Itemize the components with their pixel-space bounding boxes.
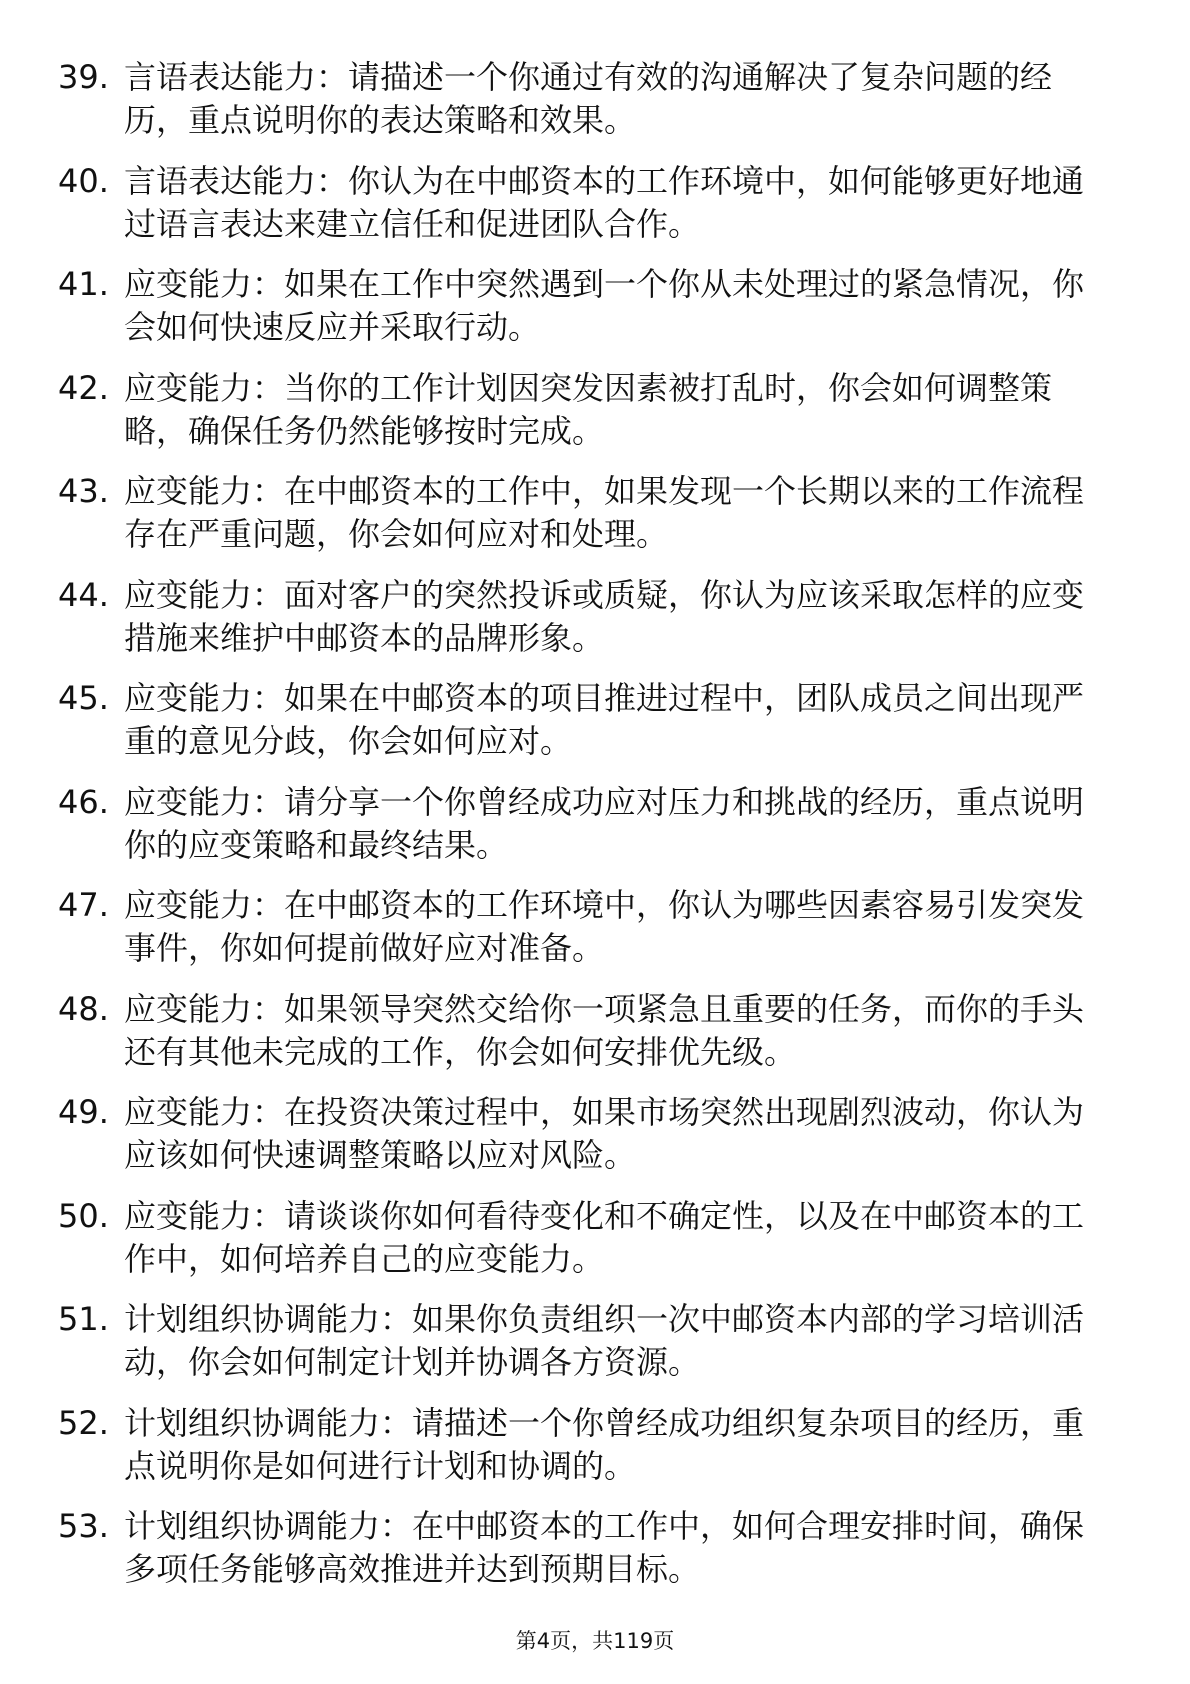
question-text: 计划组织协调能力：请描述一个你曾经成功组织复杂项目的经历，重点说明你是如何进行计划和协调的。: [124, 1403, 1085, 1485]
question-number: 51.: [58, 1300, 109, 1338]
question-item: [58, 367, 1118, 471]
question-item: [58, 56, 1118, 160]
question-item: [58, 574, 1118, 678]
question-text: 应变能力：如果领导突然交给你一项紧急且重要的任务，而你的手头还有其他未完成的工作，你会如何安排优先级。: [124, 989, 1085, 1071]
question-text: 应变能力：在中邮资本的工作中，如果发现一个长期以来的工作流程存在严重问题，你会如何应对和处理。: [124, 472, 1085, 553]
question-item: [58, 781, 1118, 885]
question-text: 言语表达能力：请描述一个你通过有效的沟通解决了复杂问题的经历，重点说明你的表达策略和效果。: [124, 58, 1053, 139]
question-text: 应变能力：在中邮资本的工作环境中，你认为哪些因素容易引发突发事件，你如何提前做好应对准备。: [124, 886, 1085, 967]
question-text: 计划组织协调能力：如果你负责组织一次中邮资本内部的学习培训活动，你会如何制定计划并协调各方资源。: [124, 1300, 1085, 1381]
question-text: 言语表达能力：你认为在中邮资本的工作环境中，如何能够更好地通过语言表达来建立信任和促进团队合作。: [124, 161, 1085, 243]
question-item: [58, 884, 1118, 988]
question-text: 应变能力：请分享一个你曾经成功应对压力和挑战的经历，重点说明你的应变策略和最终结果。: [124, 782, 1085, 864]
question-number: 39.: [58, 58, 109, 96]
question-number: 46.: [58, 782, 109, 821]
question-item: [58, 1505, 1118, 1609]
question-item: [58, 470, 1118, 574]
question-text: 应变能力：如果在工作中突然遇到一个你从未处理过的紧急情况，你会如何快速反应并采取行动。: [124, 265, 1085, 346]
question-number: 42.: [58, 368, 109, 407]
question-item: [58, 988, 1118, 1092]
question-item: [58, 160, 1118, 264]
question-item: [58, 1195, 1118, 1299]
question-number: 41.: [58, 265, 109, 303]
question-text: 应变能力：请谈谈你如何看待变化和不确定性，以及在中邮资本的工作中，如何培养自己的应变能力。: [124, 1196, 1085, 1278]
question-text: 应变能力：如果在中邮资本的项目推进过程中，团队成员之间出现严重的意见分歧，你会如何应对。: [124, 679, 1085, 760]
page-footer: 第4页，共119页: [515, 1629, 675, 1653]
question-text: 计划组织协调能力：在中邮资本的工作中，如何合理安排时间，确保多项任务能够高效推进并达到预期目标。: [124, 1507, 1085, 1588]
question-item: [58, 1091, 1118, 1195]
question-item: [58, 263, 1118, 367]
question-number: 52.: [58, 1403, 109, 1442]
question-list: [58, 56, 1118, 1609]
question-number: 53.: [58, 1507, 109, 1545]
question-number: 50.: [58, 1196, 109, 1235]
question-number: 47.: [58, 886, 109, 924]
question-number: 43.: [58, 472, 109, 510]
question-number: 44.: [58, 575, 109, 614]
question-text: 应变能力：面对客户的突然投诉或质疑，你认为应该采取怎样的应变措施来维护中邮资本的品牌形象。: [124, 575, 1085, 657]
question-number: 48.: [58, 989, 109, 1028]
question-text: 应变能力：当你的工作计划因突发因素被打乱时，你会如何调整策略，确保任务仍然能够按时完成。: [124, 368, 1053, 450]
question-number: 40.: [58, 161, 109, 200]
question-number: 45.: [58, 679, 109, 717]
question-item: [58, 1298, 1118, 1402]
question-text: 应变能力：在投资决策过程中，如果市场突然出现剧烈波动，你认为应该如何快速调整策略以应对风险。: [124, 1093, 1085, 1174]
question-item: [58, 677, 1118, 781]
question-item: [58, 1402, 1118, 1506]
question-number: 49.: [58, 1093, 109, 1131]
